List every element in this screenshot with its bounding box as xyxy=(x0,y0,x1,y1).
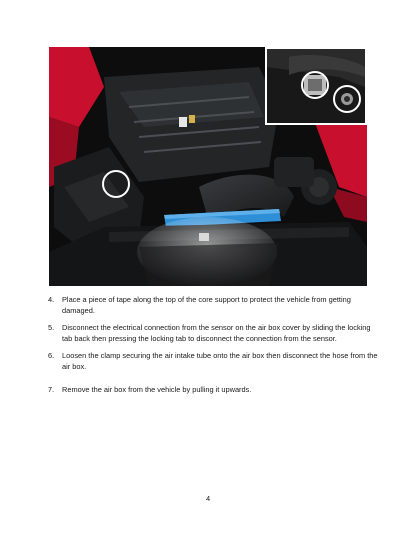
step-item xyxy=(48,295,378,316)
page-number: 4 xyxy=(205,494,211,503)
engine-bay-photo xyxy=(49,47,367,286)
step-text: Loosen the clamp securing the air intake tube onto the air box then disconnect the hose from the air box. xyxy=(62,351,378,371)
step-text: Disconnect the electrical connection from the sensor on the air box cover by sliding the locking tab back then pressing the locking tab to disconnect the connection from the sensor. xyxy=(62,323,371,343)
sensor-closeup-inset xyxy=(265,47,367,125)
step-text: Place a piece of tape along the top of the core support to protect the vehicle from getting damaged. xyxy=(62,295,351,315)
step-item xyxy=(48,385,378,396)
step-text: Remove the air box from the vehicle by pulling it upwards. xyxy=(62,384,252,394)
step-number: 6. xyxy=(48,351,55,361)
engine-block xyxy=(104,67,279,182)
step-number: 7. xyxy=(48,384,55,394)
step-number: 5. xyxy=(48,323,55,333)
step-item xyxy=(48,323,378,344)
step-number: 4. xyxy=(48,295,55,304)
step-item xyxy=(48,351,378,372)
instruction-steps xyxy=(48,295,378,395)
